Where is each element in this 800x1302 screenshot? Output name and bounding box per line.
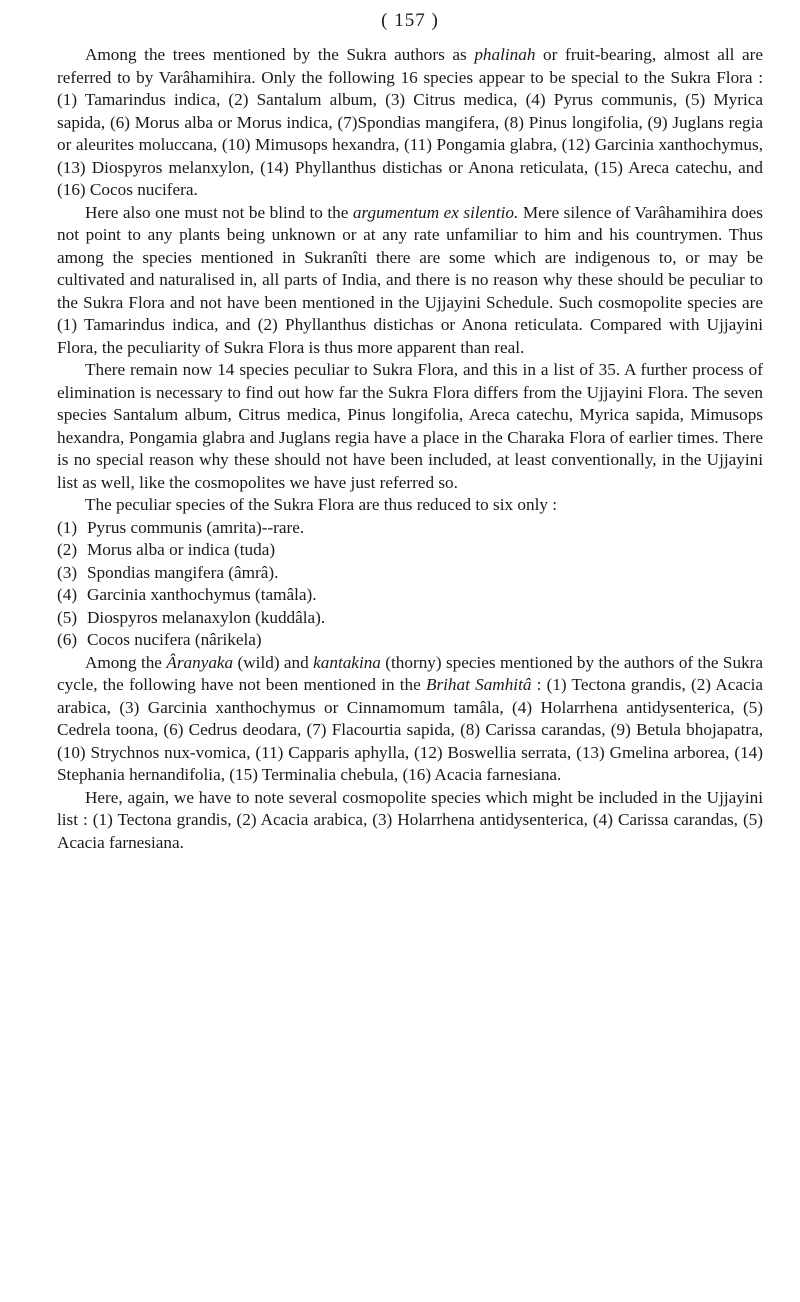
list-text: Cocos nucifera (nârikela) [87,630,262,649]
text-run: (wild) and [233,652,314,672]
list-number: (6) [57,630,78,649]
paragraph-wild-thorny [57,652,763,787]
list-item [57,517,763,540]
italic-term: kantakina [313,652,381,672]
paragraph-cosmopolite: Here, again, we have to note several cosmopolite species which might be included in the Ujjayini list : (1) Tectona grandis, (2) Acacia arabica, (3) Holarrhena antidysenterica, (4) Carissa carandas, (5) Acacia farnesiana. [57,787,763,852]
text-run: : (1) Tectona grandis, (2) Acacia arabica, (3) Garcinia xanthochymus or Cinnamomum tamâla, (4) Holarrhena antidysenterica, (5) Cedrela toona, (6) Cedrus deodara, (7) Flacourtia sapida, (8) Carissa carandas, (9) Betula bhojapatra, (10) Strychnos nux-vomica, (11) Capparis aphylla, (12) Boswellia serrata, (13) Gmelina arborea, (14) Stephania hernandifolia, (15) Terminalia chebula, (16) Acacia farnesiana. [57,675,763,784]
list-item [57,539,763,562]
list-text: Pyrus communis (amrita)--rare. [87,517,305,537]
list-item [57,562,763,585]
list-text: Morus alba or indica (tuda) [87,540,276,559]
list-number: (3) [57,562,78,582]
list-text: Garcinia xanthochymus (tamâla). [87,585,317,604]
text-run: Among the trees mentioned by the Sukra authors as [85,45,475,64]
list-item [57,607,763,630]
italic-term: Brihat Samhitâ [425,675,532,694]
text-run: Mere silence of Varâhamihira does not point to any plants being unknown or at any rate unfamiliar to him and his countrymen. Thus among the species mentioned in Sukranîti there are some which are indigenous to, or may be cultivated and naturalised in, all parts of India, and there is no reason why these should be peculiar to the Sukra Flora and not have been mentioned in the Ujjayini Schedule. Such cosmopolite species are (1) Tamarindus indica, and (2) Phyllanthus distichas or Anona reticulata. Compared with Ujjayini Flora, the peculiarity of Sukra Flora is thus more apparent than real. [57,202,763,357]
list-number: (2) [57,540,78,559]
list-item [57,584,763,607]
italic-term: phalinah [474,45,536,64]
page-number: ( 157 ) [381,10,439,31]
text-run: Among the [85,652,167,672]
list-text: Diospyros melanaxylon (kuddâla). [87,607,326,627]
document-page [57,10,763,854]
list-number: (5) [57,607,78,627]
list-number: (1) [57,517,78,537]
text-run: (thorny) species mentioned by the authors of the Sukra cycle, the following have not been mentioned in the [57,652,764,694]
italic-term: argumentum ex silentio. [352,202,519,222]
paragraph-argumentum [57,202,763,360]
italic-term: Âranyaka [166,652,234,672]
list-item [57,629,763,652]
list-text: Spondias mangifera (âmrâ). [87,562,279,582]
paragraph-fruit-bearing [57,44,763,202]
paragraph-peculiar-intro: The peculiar species of the Sukra Flora are thus reduced to six only : [85,495,558,514]
paragraph-remaining-species: There remain now 14 species peculiar to Sukra Flora, and this in a list of 35. A further process of elimination is necessary to find out how far the Sukra Flora differs from the Ujjayini Flora. The seven species Santalum album, Citrus medica, Pinus longifolia, Areca catechu, Myrica sapida, Mimusops hexandra, Pongamia glabra and Juglans regia have a place in the Charaka Flora of earlier times. There is no special reason why these should not have been included, at least conventionally, in the Ujjayini list as well, like the cosmopolites we have just referred so. [57,360,763,492]
peculiar-species-list [57,517,763,652]
text-run: or fruit-bearing, almost all are referred to by Varâhamihira. Only the following 16 species appear to be special to the Sukra Flora : (1) Tamarindus indica, (2) Santalum album, (3) Citrus medica, (4) Pyrus communis, (5) Myrica sapida, (6) Morus alba or Morus indica, (7)Spondias mangifera, (8) Pinus longifolia, (9) Juglans regia or aleurites moluccana, (10) Mimusops hexandra, (11) Pongamia glabra, (12) Garcinia xanthochymus, (13) Diospyros melanxylon, (14) Phyllanthus distichas or Anona reticulata, (15) Areca catechu, and (16) Cocos nucifera. [57,45,763,199]
list-number: (4) [57,585,78,604]
text-run: Here also one must not be blind to the [85,202,353,222]
